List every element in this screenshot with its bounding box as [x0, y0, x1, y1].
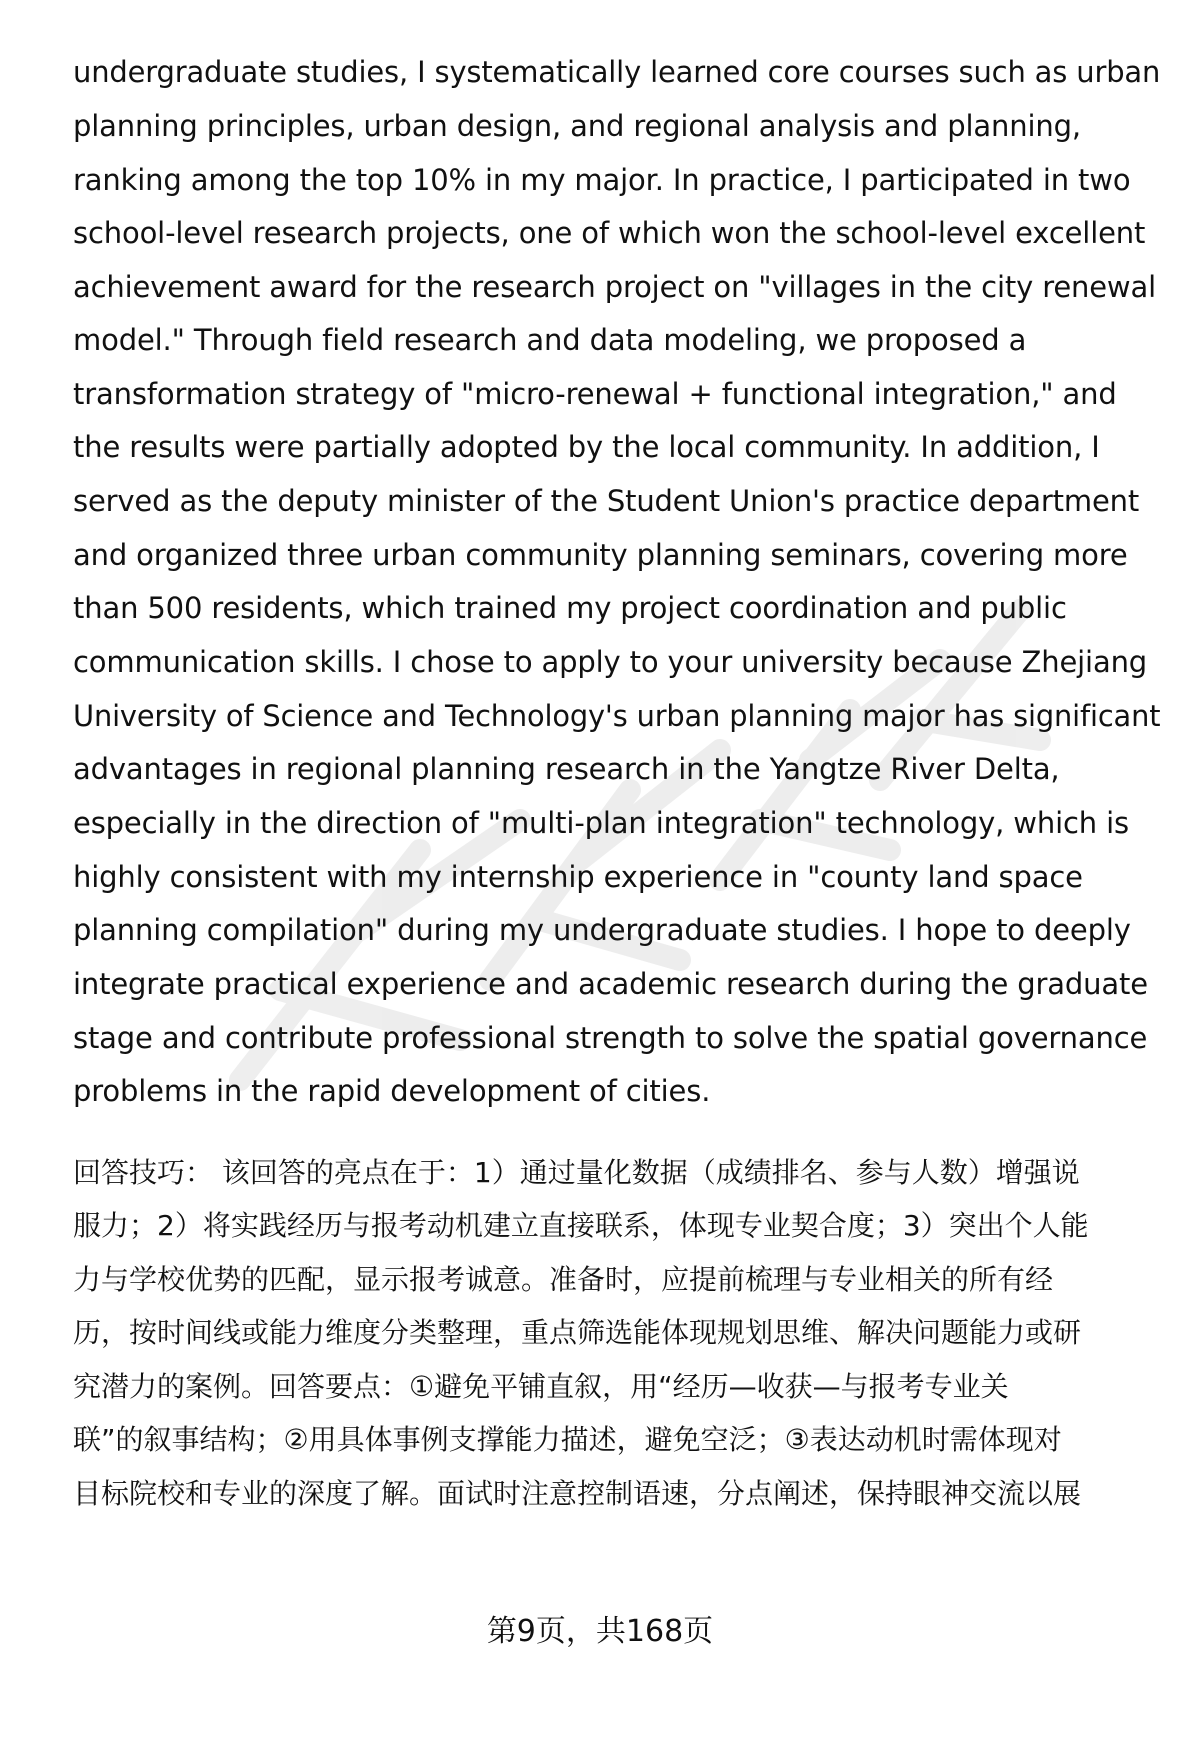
- tips-line: 力与学校优势的匹配，显示报考诚意。准备时，应提前梳理与专业相关的所有经: [73, 1263, 1054, 1296]
- body-line: transformation strategy of "micro-renewal + functional integration," and: [73, 377, 1117, 411]
- body-line: advantages in regional planning research in the Yangtze River Delta,: [73, 752, 1060, 786]
- tips-line: 究潜力的案例。回答要点：①避免平铺直叙，用“经历—收获—与报考专业关: [73, 1370, 1009, 1403]
- tips-line: 联”的叙事结构；②用具体事例支撑能力描述，避免空泛；③表达动机时需体现对: [73, 1423, 1062, 1456]
- body-line: stage and contribute professional strength to solve the spatial governance: [73, 1021, 1148, 1055]
- body-line: achievement award for the research project on "villages in the city renewal: [73, 270, 1157, 304]
- body-line: planning compilation" during my undergraduate studies. I hope to deeply: [73, 913, 1131, 947]
- body-line: school-level research projects, one of which won the school-level excellent: [73, 216, 1146, 250]
- body-line: than 500 residents, which trained my project coordination and public: [73, 591, 1067, 625]
- page-number: 第9页，共168页: [486, 1614, 714, 1649]
- body-line: especially in the direction of "multi-plan integration" technology, which is: [73, 806, 1129, 840]
- body-line: and organized three urban community planning seminars, covering more: [73, 538, 1128, 572]
- body-line: problems in the rapid development of cities.: [73, 1074, 711, 1108]
- body-line: integrate practical experience and academic research during the graduate: [73, 967, 1148, 1001]
- tips-line: 目标院校和专业的深度了解。面试时注意控制语速，分点阐述，保持眼神交流以展: [73, 1477, 1082, 1510]
- tips-line: 服力；2）将实践经历与报考动机建立直接联系，体现专业契合度；3）突出个人能: [73, 1209, 1089, 1242]
- body-line: University of Science and Technology's urban planning major has significant: [73, 699, 1161, 733]
- body-line: served as the deputy minister of the Student Union's practice department: [73, 484, 1140, 518]
- body-line: planning principles, urban design, and regional analysis and planning,: [73, 109, 1081, 143]
- body-line: undergraduate studies, I systematically learned core courses such as urban: [73, 55, 1161, 89]
- body-line: ranking among the top 10% in my major. In practice, I participated in two: [73, 163, 1131, 197]
- body-line: model." Through field research and data modeling, we proposed a: [73, 323, 1027, 357]
- body-line: the results were partially adopted by the local community. In addition, I: [73, 430, 1100, 464]
- tips-line: 历，按时间线或能力维度分类整理，重点筛选能体现规划思维、解决问题能力或研: [73, 1316, 1082, 1349]
- body-line: highly consistent with my internship experience in "county land space: [73, 860, 1083, 894]
- body-line: communication skills. I chose to apply to your university because Zhejiang: [73, 645, 1148, 679]
- tips-line: 回答技巧： 该回答的亮点在于：1）通过量化数据（成绩排名、参与人数）增强说: [73, 1156, 1080, 1189]
